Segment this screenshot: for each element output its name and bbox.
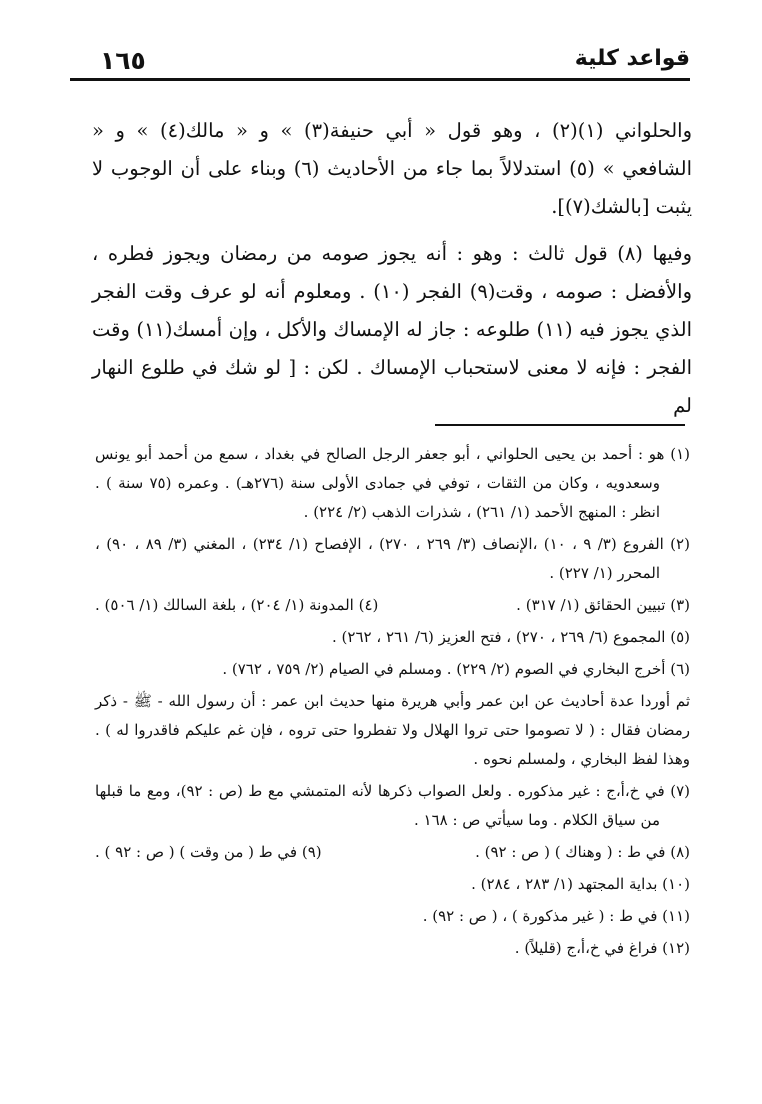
footnote-8: (٨) في ط : ( وهناك ) ( ص : ٩٢) . [475, 843, 690, 861]
footnote-pair-8-9 [95, 838, 690, 867]
footnote-9: (٩) في ط ( من وقت ) ( ص : ٩٢ ) . [95, 843, 322, 861]
footnote-6: (٦) أخرج البخاري في الصوم (٢/ ٢٢٩) . ومسلم في الصيام (٢/ ٧٥٩ ، ٧٦٢) . [222, 660, 690, 678]
footnote-7: (٧) في خ،أ،ج : غير مذكوره . ولعل الصواب ذكرها لأنه المتمشي مع ط (ص : ٩٢)، ومع ما قبلها من سياق الكلام . وما سيأتي ص : ١٦٨ . [95, 782, 690, 829]
footnote-10: (١٠) بداية المجتهد (١/ ٢٨٣ ، ٢٨٤) . [471, 875, 690, 893]
footnote-12: (١٢) فراغ في خ،أ،ج (قليلاً) . [514, 939, 690, 957]
body-paragraph: والحلواني (١)(٢) ، وهو قول « أبي حنيفة(٣) » و « مالك(٤) » و « الشافعي » (٥) استدلالاً بما جاء من الأحاديث (٦) وبناء على أن الوجوب لا يثبت [بالشك(٧)]. [92, 119, 693, 218]
footnote-1: (١) هو : أحمد بن يحيى الحلواني ، أبو جعفر الرجل الصالح في بغداد ، سمع من أحمد أبو يونس وسعدويه ، وكان من الثقات ، توفي في جمادى الأولى سنة (٢٧٦هـ) . وعمره (٧٥ سنة ) . انظر : المنهج الأحمد (١/ ٢٦١) ، شذرات الذهب (٢/ ٢٢٤) . [95, 445, 690, 521]
body-paragraph: وفيها (٨) قول ثالث : وهو : أنه يجوز صومه من رمضان ويجوز فطره ، والأفضل : صومه ، وقت(٩) الفجر (١٠) . ومعلوم أنه لو عرف وقت الفجر الذي يجوز فيه (١١) طلوعه : جاز له الإمساك والأكل ، وإن أمسك(١١) وقت الفجر : فإنه لا معنى لاستحباب الإمساك . لكن : [ لو شك في طلوع النهار لم [92, 242, 693, 417]
main-text [92, 112, 692, 425]
footnote-pair-3-4 [95, 591, 690, 620]
page-header [70, 44, 690, 82]
footnote-3: (٣) تبيين الحقائق (١/ ٣١٧) . [516, 596, 690, 614]
page-number: ١٦٥ [100, 46, 146, 75]
running-title: قواعد كلية [574, 46, 690, 71]
footnote-5: (٥) المجموع (٦/ ٢٦٩ ، ٢٧٠) ، فتح العزيز (٦/ ٢٦١ ، ٢٦٢) . [332, 628, 690, 646]
header-rule [70, 78, 690, 81]
footnote-6-continuation: ثم أوردا عدة أحاديث عن ابن عمر وأبي هريرة منها حديث ابن عمر : أن رسول الله - ﷺ - ذكر رمضان فقال : ( لا تصوموا حتى تروا الهلال ولا تفطروا حتى تروه ، فإن غم عليكم فاقدروا له ) . وهذا لفظ البخاري ، ولمسلم نحوه . [95, 692, 690, 768]
footnote-4: (٤) المدونة (١/ ٢٠٤) ، بلغة السالك (١/ ٥٠٦) . [95, 596, 379, 614]
footnotes [95, 440, 690, 966]
footnote-2: (٢) الفروع (٣/ ٩ ، ١٠) ،الإنصاف (٣/ ٢٦٩ ، ٢٧٠) ، الإفصاح (١/ ٢٣٤) ، المغني (٣/ ٨٩ ، ٩٠) ، المحرر (١/ ٢٢٧) . [95, 535, 690, 582]
footnote-separator [435, 424, 685, 426]
footnote-11: (١١) في ط : ( غير مذكورة ) ، ( ص : ٩٢) . [422, 907, 690, 925]
